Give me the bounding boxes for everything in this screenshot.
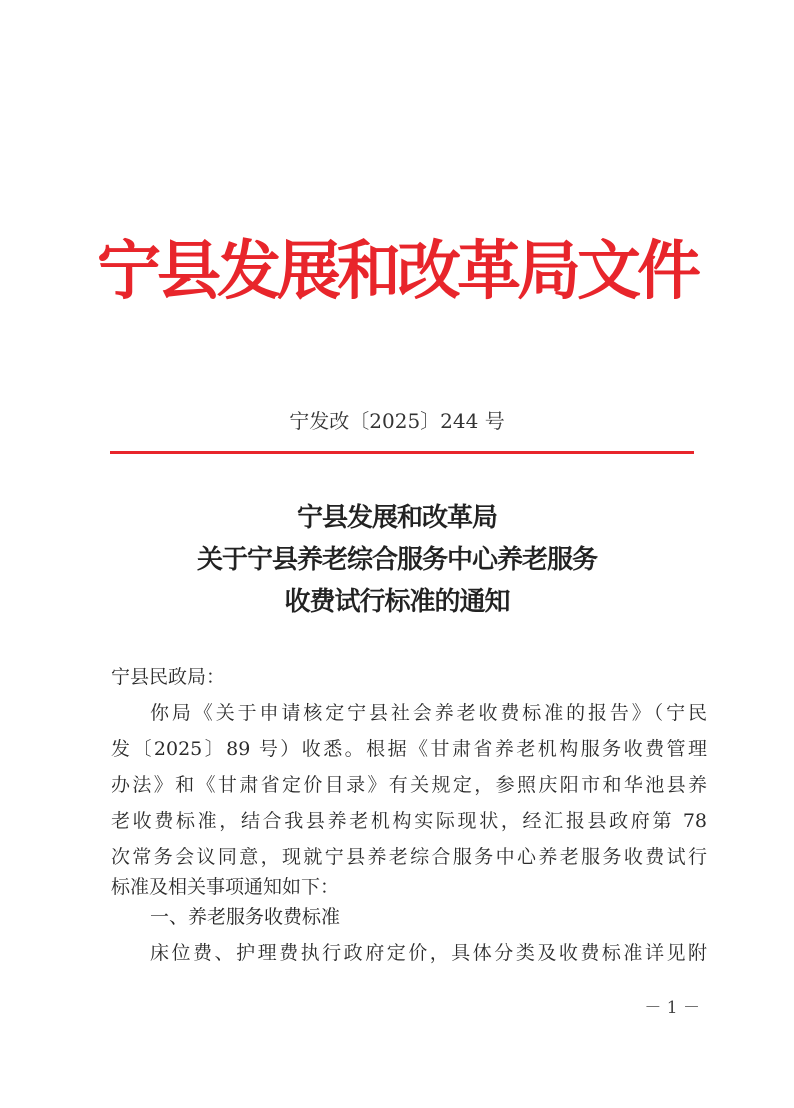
paragraph-line-3: 办法》和《甘肃省定价目录》有关规定，参照庆阳市和华池县养 — [111, 774, 707, 796]
notice-title-line-3: 收费试行标准的通知 — [284, 587, 510, 617]
notice-title — [0, 497, 794, 623]
page-number: － 1 － — [644, 998, 700, 1018]
paragraph-line-4: 老收费标准，结合我县养老机构实际现状，经汇报县政府第 78 — [111, 810, 707, 832]
paragraph-line-1: 你局《关于申请核定宁县社会养老收费标准的报告》（宁民 — [150, 702, 707, 724]
red-divider-rule — [110, 451, 694, 454]
notice-title-line-2: 关于宁县养老综合服务中心养老服务 — [196, 545, 597, 575]
paragraph-line-6: 标准及相关事项通知如下： — [111, 876, 340, 898]
salutation: 宁县民政局： — [111, 666, 226, 688]
document-header-title: 宁县发展和改革局文件 — [97, 235, 697, 309]
document-number: 宁发改〔2025〕244 号 — [289, 409, 505, 433]
paragraph-line-2: 发〔2025〕89 号）收悉。根据《甘肃省养老机构服务收费管理 — [111, 738, 707, 760]
section-1-text: 床位费、护理费执行政府定价，具体分类及收费标准详见附 — [150, 942, 707, 964]
paragraph-line-5: 次常务会议同意，现就宁县养老综合服务中心养老服务收费试行 — [111, 846, 707, 868]
notice-title-line-1: 宁县发展和改革局 — [296, 503, 497, 533]
section-heading-1: 一、养老服务收费标准 — [150, 906, 341, 928]
